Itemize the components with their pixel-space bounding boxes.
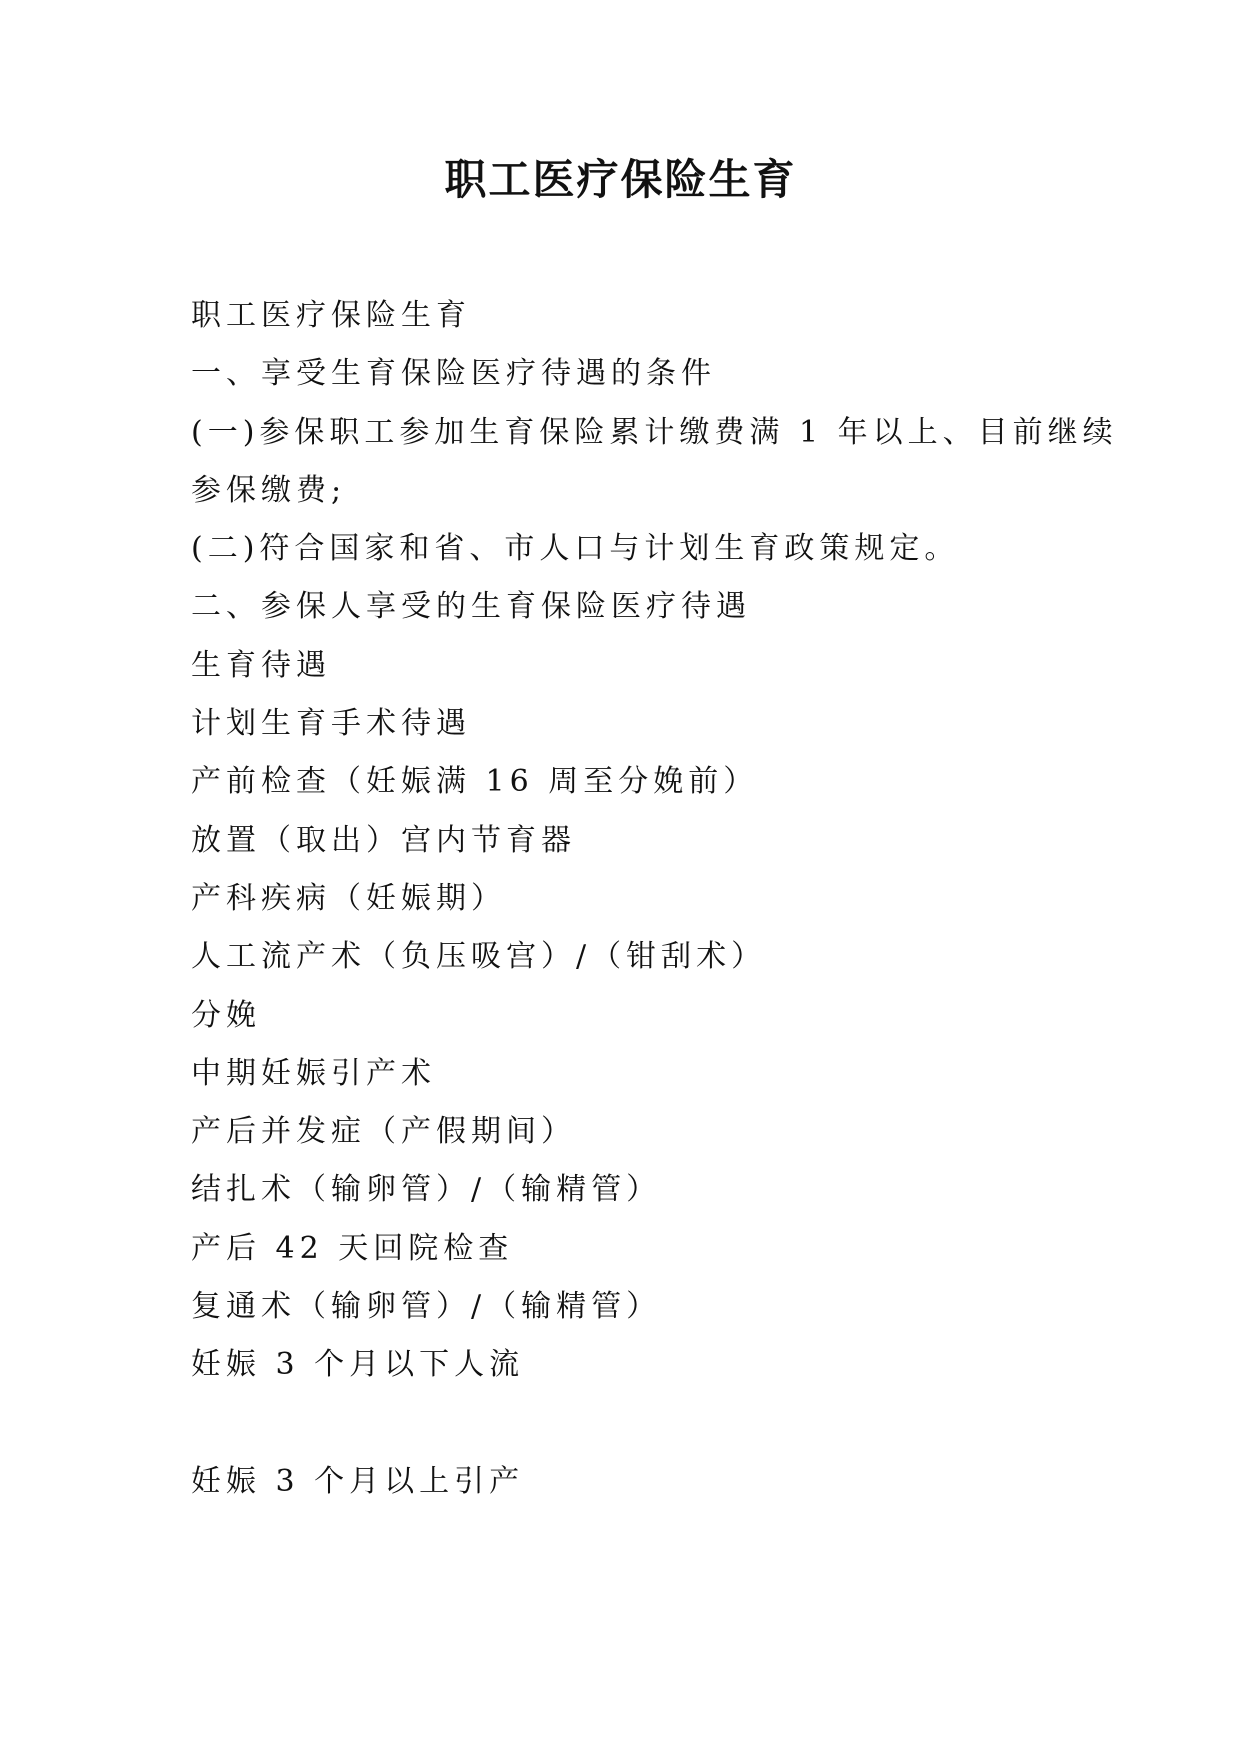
list-item: 妊娠 3 个月以下人流 bbox=[191, 1347, 525, 1383]
list-item: 产后 42 天回院检查 bbox=[191, 1230, 514, 1266]
list-item: 产后并发症（产假期间） bbox=[191, 1114, 576, 1150]
list-item: 人工流产术（负压吸宫）/（钳刮术） bbox=[191, 939, 767, 975]
list-item: 妊娠 3 个月以上引产 bbox=[191, 1463, 525, 1499]
document-body bbox=[191, 287, 1118, 1511]
list-item: 分娩 bbox=[191, 997, 261, 1033]
list-item: 结扎术（输卵管）/（输精管） bbox=[191, 1172, 662, 1208]
list-item: 计划生育手术待遇 bbox=[191, 706, 471, 742]
list-item: 产前检查（妊娠满 16 周至分娩前） bbox=[191, 764, 759, 800]
paragraph-line: 参保缴费; bbox=[191, 472, 347, 508]
list-item: 复通术（输卵管）/（输精管） bbox=[191, 1289, 662, 1325]
list-item: 放置（取出）宫内节育器 bbox=[191, 822, 576, 858]
list-item: 中期妊娠引产术 bbox=[191, 1055, 436, 1091]
section-heading: 一、享受生育保险医疗待遇的条件 bbox=[191, 356, 716, 392]
list-item: 产科疾病（妊娠期） bbox=[191, 880, 506, 916]
section-heading: 二、参保人享受的生育保险医疗待遇 bbox=[191, 589, 751, 625]
document-title: 职工医疗保险生育 bbox=[444, 155, 797, 204]
paragraph-line: (二)符合国家和省、市人口与计划生育政策规定。 bbox=[191, 531, 960, 567]
list-item: 生育待遇 bbox=[191, 647, 331, 683]
blank-line bbox=[191, 1395, 1071, 1453]
paragraph-line: 职工医疗保险生育 bbox=[191, 298, 471, 333]
paragraph-line: (一)参保职工参加生育保险累计缴费满 1 年以上、目前继续 bbox=[191, 414, 1118, 450]
